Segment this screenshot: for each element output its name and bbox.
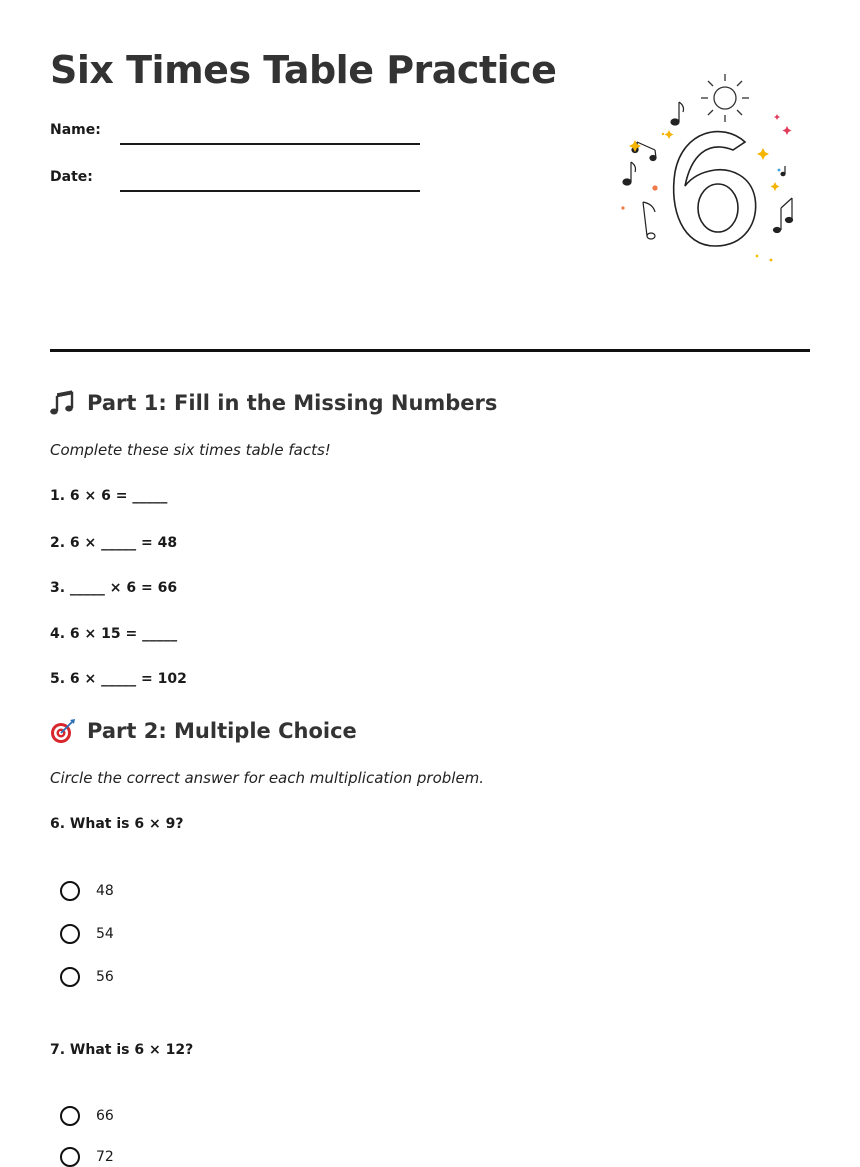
radio-button[interactable] <box>60 881 80 901</box>
sun-icon <box>701 74 749 122</box>
name-label: Name: <box>50 122 101 138</box>
radio-button[interactable] <box>60 1147 80 1167</box>
radio-button[interactable] <box>60 924 80 944</box>
option-label: 72 <box>96 1149 114 1165</box>
part1-heading <box>50 390 497 416</box>
radio-button[interactable] <box>60 1106 80 1126</box>
q7-option-b[interactable] <box>60 1147 114 1167</box>
part2-heading <box>50 718 357 744</box>
question-6: 6. What is 6 × 9? <box>50 816 184 832</box>
problem-4[interactable]: 4. 6 × 15 = _____ <box>50 626 178 642</box>
q7-option-a[interactable] <box>60 1106 114 1126</box>
part2-title: Part 2: Multiple Choice <box>87 719 357 743</box>
problem-3[interactable]: 3. _____ × 6 = 66 <box>50 580 178 596</box>
radio-button[interactable] <box>60 967 80 987</box>
problem-2[interactable]: 2. 6 × _____ = 48 <box>50 535 178 551</box>
problem-1[interactable]: 1. 6 × 6 = _____ <box>50 488 168 504</box>
q6-option-a[interactable] <box>60 881 114 901</box>
part1-instructions: Complete these six times table facts! <box>50 441 331 459</box>
date-line[interactable] <box>120 190 420 192</box>
header-divider <box>50 349 810 352</box>
name-line[interactable] <box>120 143 420 145</box>
six-digit-icon <box>674 132 756 246</box>
number-six-illustration <box>555 70 795 270</box>
q6-option-b[interactable] <box>60 924 114 944</box>
target-icon <box>50 718 76 744</box>
problem-5[interactable]: 5. 6 × _____ = 102 <box>50 671 187 687</box>
music-note-icon <box>50 390 76 416</box>
option-label: 66 <box>96 1108 114 1124</box>
option-label: 56 <box>96 969 114 985</box>
date-label: Date: <box>50 169 93 185</box>
part2-instructions: Circle the correct answer for each multiplication problem. <box>50 769 485 787</box>
music-notes-icon <box>623 102 795 244</box>
question-7: 7. What is 6 × 12? <box>50 1042 194 1058</box>
option-label: 48 <box>96 883 114 899</box>
option-label: 54 <box>96 926 114 942</box>
q6-option-c[interactable] <box>60 967 114 987</box>
part1-title: Part 1: Fill in the Missing Numbers <box>87 391 498 415</box>
page-title: Six Times Table Practice <box>50 48 557 92</box>
